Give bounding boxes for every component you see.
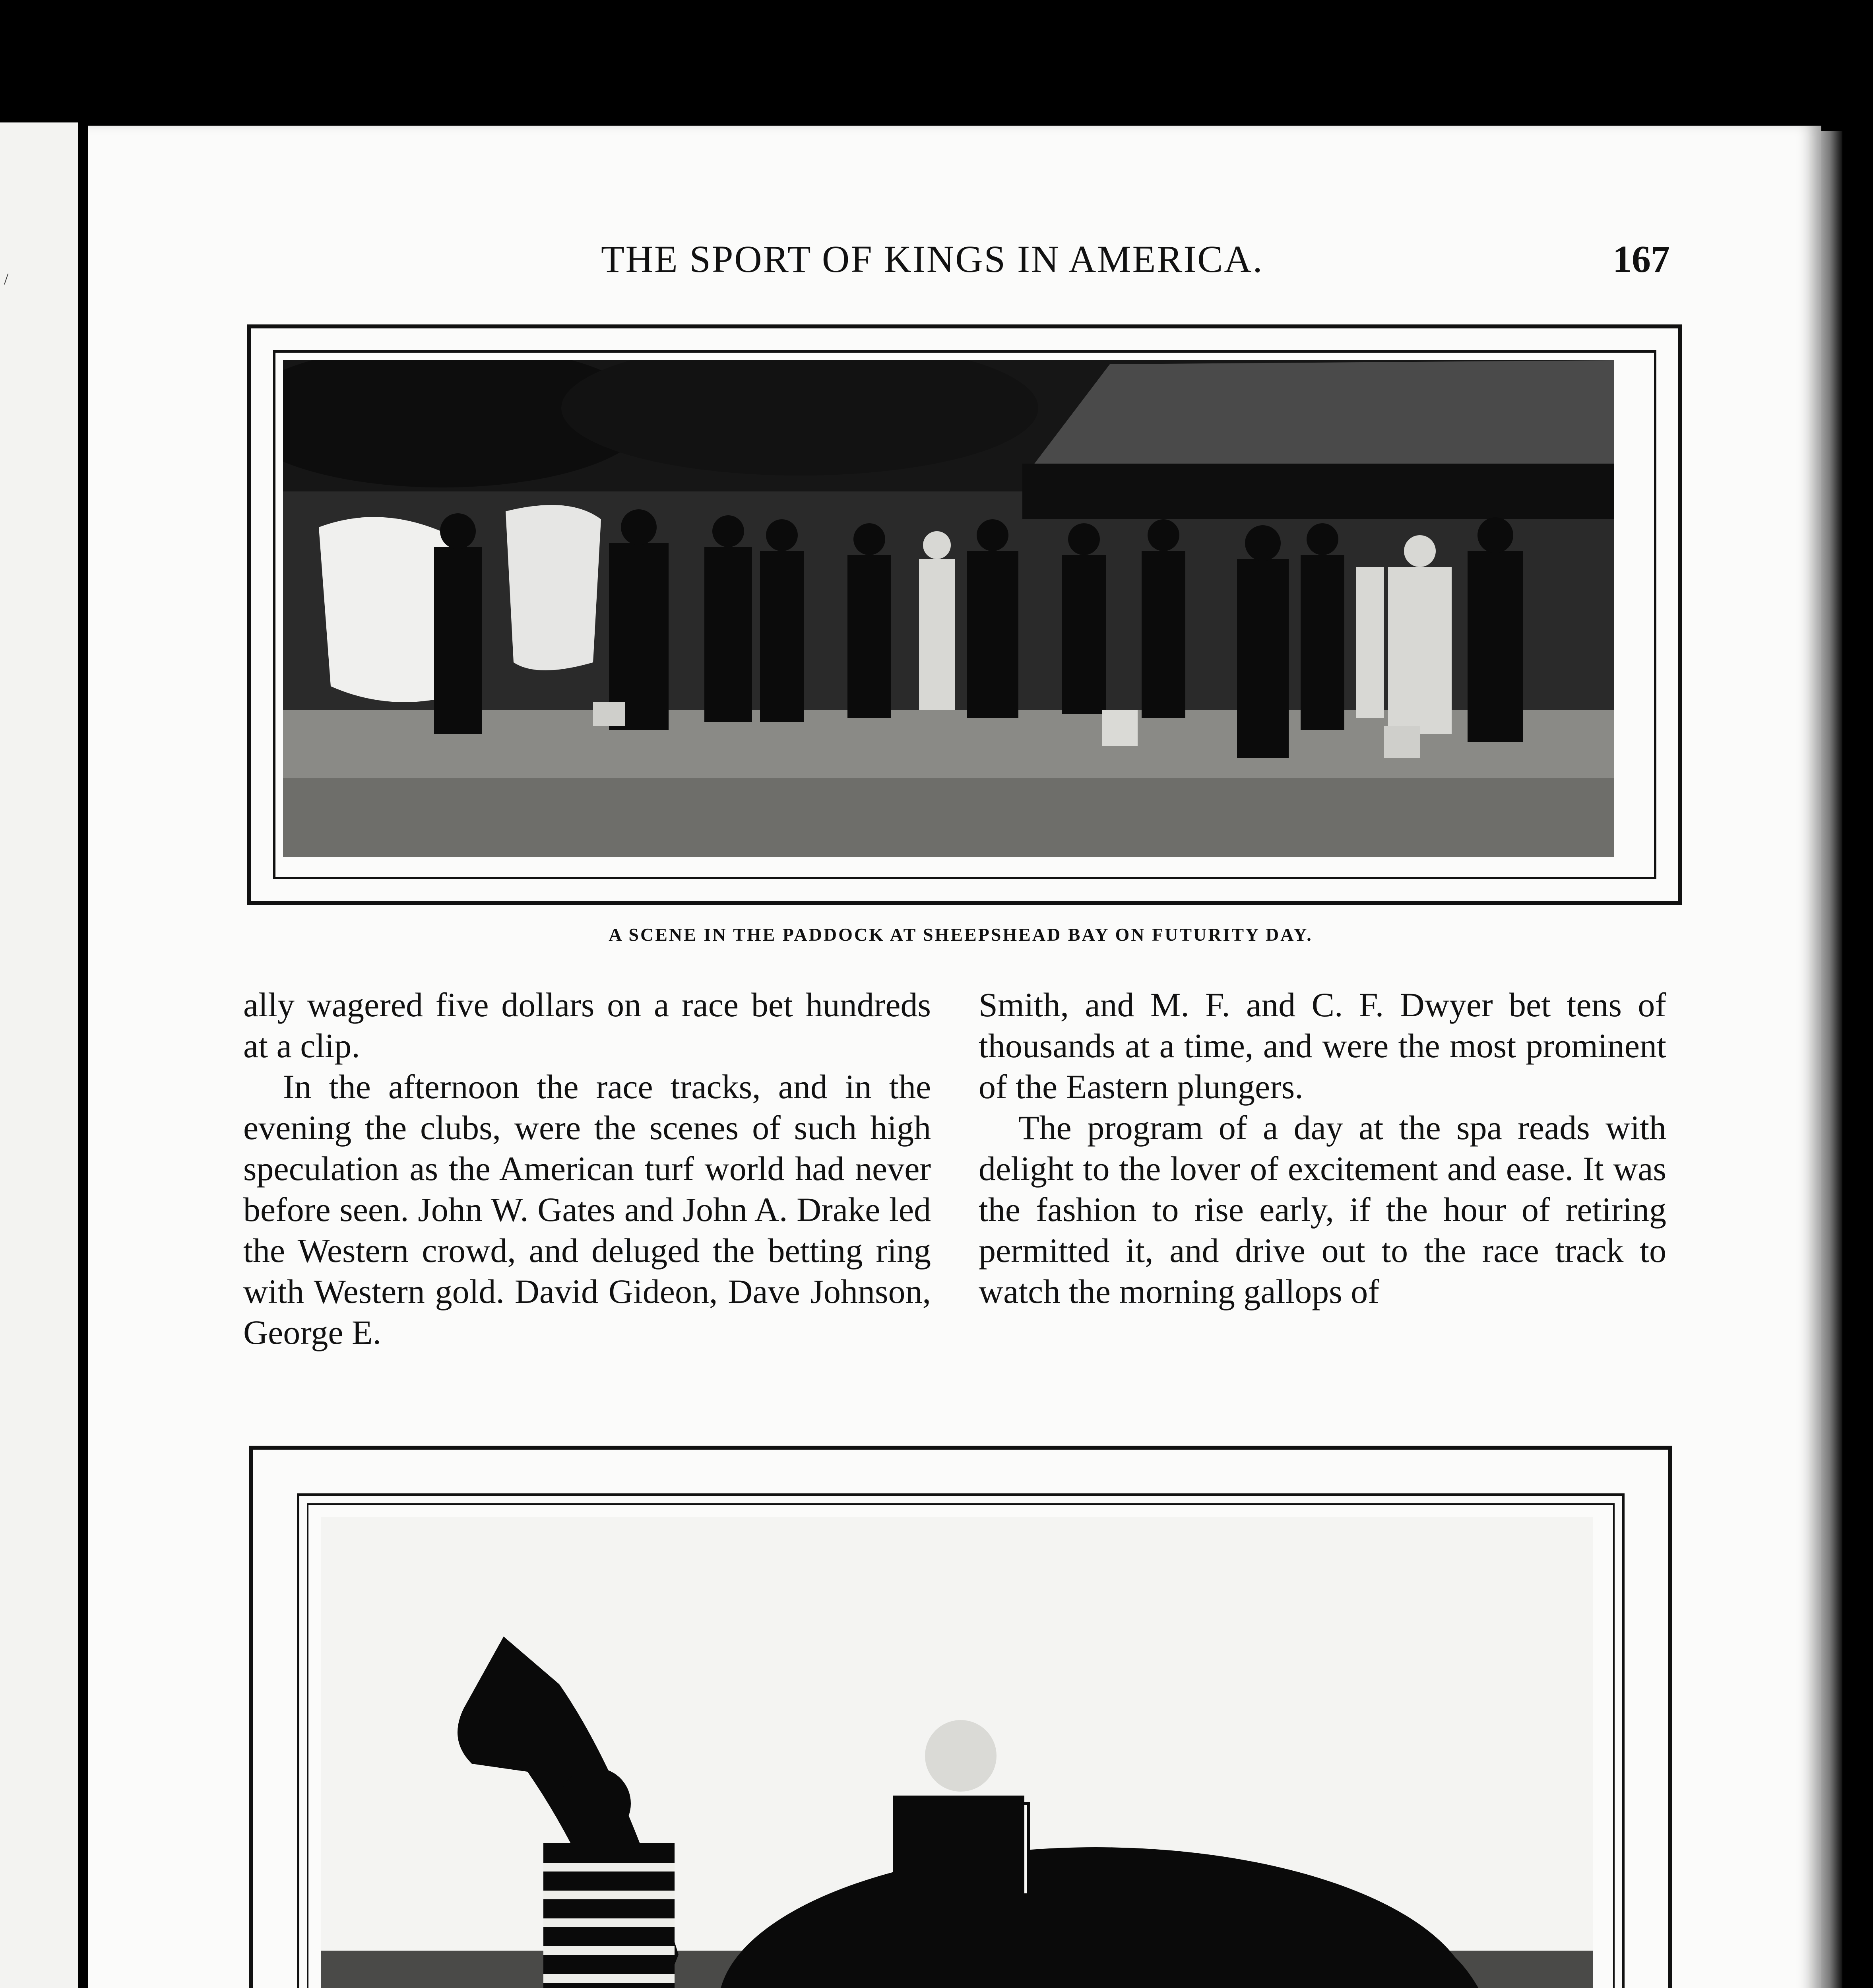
article-column-left	[243, 984, 931, 1353]
paragraph: ally wagered five dollars on a race bet hundreds at a clip.	[243, 986, 931, 1065]
stray-mark: /	[4, 270, 9, 288]
horse-photo	[321, 1517, 1593, 1988]
paragraph: The program of a day at the spa reads with delight to the lover of excitement and ease. It was the fashion to rise early, if the hour of retiring permitted it, and drive out to the race track to watch the morning gallops of	[979, 1109, 1666, 1310]
paddock-photo-caption: A SCENE IN THE PADDOCK AT SHEEPSHEAD BAY ON FUTURITY DAY.	[609, 924, 1313, 945]
paddock-scene-image	[283, 360, 1614, 857]
magazine-page	[88, 126, 1821, 1988]
paddock-photo	[283, 360, 1614, 857]
running-head: THE SPORT OF KINGS IN AMERICA.	[601, 238, 1264, 280]
paddock-photo-frame	[247, 324, 1682, 905]
paragraph: Smith, and M. F. and C. F. Dwyer bet tens of thousands at a time, and were the most prominent of the Eastern plungers.	[979, 986, 1666, 1106]
article-column-right	[979, 984, 1666, 1312]
paragraph: In the afternoon the race tracks, and in the evening the clubs, were the scenes of such high speculation as the American turf world had never before seen. John W. Gates and John A. Drake led the Western crowd, and deluged the betting ring with Western gold. David Gideon, Dave Johnson, George E.	[243, 1068, 931, 1351]
facing-page-edge	[0, 122, 78, 1988]
page-header	[88, 237, 1821, 285]
page-number: 167	[1613, 238, 1670, 280]
horse-photo-frame	[249, 1446, 1672, 1988]
